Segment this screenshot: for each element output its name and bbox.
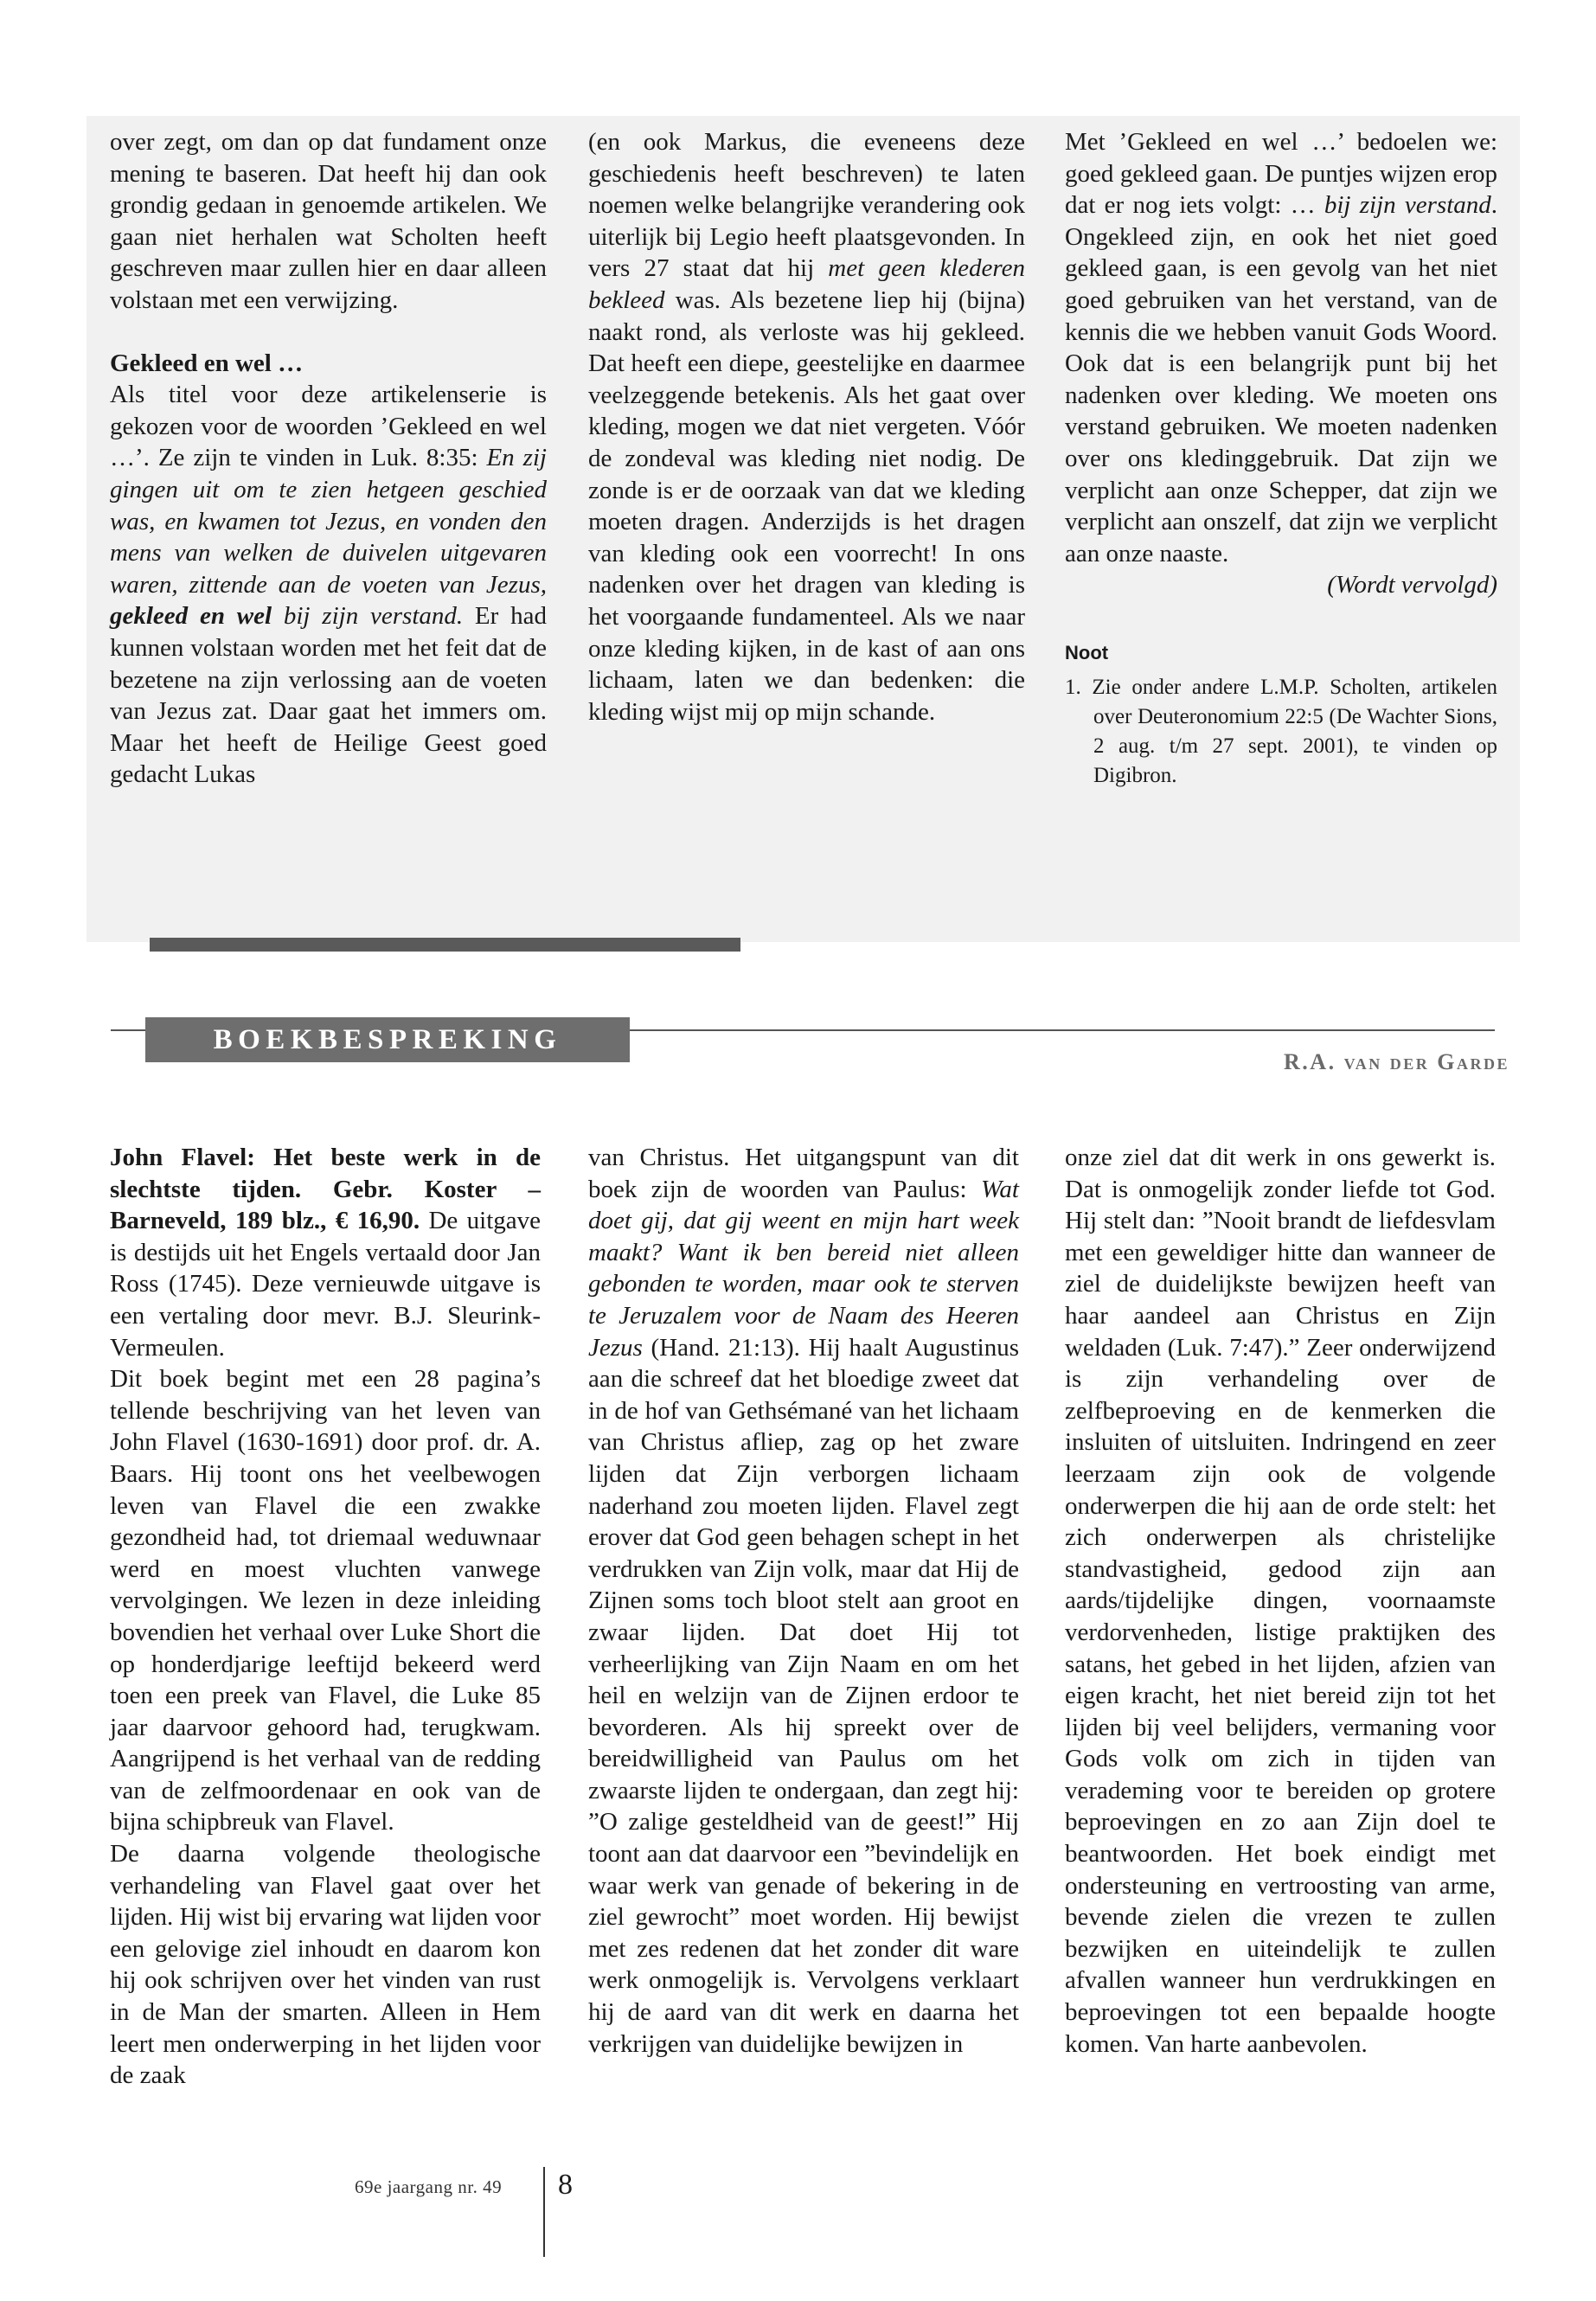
article-column-1 — [110, 126, 547, 791]
section-title: BOEKBESPREKING — [145, 1017, 630, 1062]
article-paragraph: Als titel voor deze artikelenserie is gekozen voor de woorden ’Gekleed en wel …’. Ze zijn te vinden in Luk. 8:35: En zij gingen uit om te zien hetgeen geschied was, en kwamen tot Jezus, en vonden den mens van welken de duivelen uitgevaren waren, zittende aan de voeten van Jezus, gekleed en wel bij zijn verstand. Er had kunnen volstaan worden met het feit dat de bezetene na zijn verlossing aan de voeten van Jezus zat. Daar gaat het immers om. Maar het heeft de Heilige Geest goed gedacht Lukas — [110, 381, 547, 789]
article-column-2 — [588, 126, 1025, 727]
article-paragraph: over zegt, om dan op dat fundament onze mening te baseren. Dat heeft hij dan ook grondig gedaan in genoemde artikelen. We gaan niet herhalen wat Scholten heeft geschreven maar zullen hier en daar alleen volstaan met een verwijzing. — [110, 128, 547, 314]
note-heading: Noot — [1065, 641, 1109, 663]
footnote: 1. Zie onder andere L.M.P. Scholten, artikelen over Deuteronomium 22:5 (De Wachter Sions, 2 aug. t/m 27 sept. 2001), te vinden op Digibron. — [1065, 675, 1497, 787]
footer-divider — [543, 2167, 545, 2257]
article-subheading: Gekleed en wel … — [110, 349, 304, 377]
review-paragraph: onze ziel dat dit werk in ons gewerkt is. Dat is onmogelijk zonder liefde tot God. Hij stelt dan: ”Nooit brandt de liefdesvlam met een geweldiger hitte dan wanneer de ziel de duidelijkste bewijzen heeft van haar aandeel aan Christus en Zijn weldaden (Luk. 7:47).” Zeer onderwijzend is zijn verhandeling over de zelfbeproeving en de kenmerken die insluiten of uitsluiten. Indringend en zeer leerzaam zijn ook de volgende onderwerpen die hij aan de orde stelt: het zich onderwerpen als christelijke standvastigheid, gedood zijn aan aards/tijdelijke dingen, voornaamste verdorvenheden, listige praktijken des satans, het gebed in het lijden, afzien van eigen kracht, het niet bereid zijn tot het lijden bij veel belijders, vermaning voor Gods volk om zich in tijden van verademing voor te bereiden op grotere beproevingen en zo aan Zijn doel te beantwoorden. Het boek eindigt met ondersteuning en vertroosting van arme, bevende zielen die vrezen te zullen bezwijken en uiteindelijk te zullen afvallen wanneer hun verdrukkingen en beproevingen tot een bepaalde hoogte komen. Van harte aanbevolen. — [1065, 1144, 1496, 2058]
article-column-3 — [1065, 126, 1497, 791]
book-info: John Flavel: Het beste werk in de slechtste tijden. Gebr. Koster – Barneveld, 189 blz., € 16,90. — [110, 1144, 541, 1235]
issue-info: 69e jaargang nr. 49 — [355, 2176, 503, 2197]
to-be-continued: (Wordt vervolgd) — [1327, 571, 1497, 599]
section-author: R.A. van der Garde — [1284, 1049, 1509, 1074]
review-column-1 — [110, 1142, 541, 2092]
page-number: 8 — [558, 2169, 573, 2201]
review-column-2 — [588, 1142, 1019, 2060]
article-paragraph: Met ’Gekleed en wel …’ bedoelen we: goed gekleed gaan. De puntjes wijzen erop dat er nog iets volgt: … bij zijn verstand. Ongekleed zijn, en ook het niet goed gekleed gaan, is een gevolg van het niet goed gebruiken van het verstand, van de kennis die we hebben vanuit Gods Woord. Ook dat is een belangrijk punt bij het nadenken over kleding. We moeten ons verstand gebruiken. We moeten nadenken over ons kledinggebruik. Dat zijn we verplicht aan onze Schepper, dat zijn we verplicht aan onszelf, dat zijn we verplicht aan onze naaste. — [1065, 128, 1497, 567]
article-paragraph: (en ook Markus, die eveneens deze geschiedenis heeft beschreven) te laten noemen welke belangrijke verandering ook uiterlijk bij Legio heeft plaatsgevonden. In vers 27 staat dat hij met geen klederen bekleed was. Als bezetene liep hij (bijna) naakt rond, als verloste was hij gekleed. Dat heeft een diepe, geestelijke en daarmee veelzeggende betekenis. Als het gaat over kleding, mogen we dat niet vergeten. Vóór de zondeval was kleding niet nodig. De zonde is er de oorzaak van dat we kleding moeten dragen. Anderzijds is het dragen van kleding ook een voorrecht! In ons nadenken over het dragen van kleding is het voorgaande fundamenteel. Als we naar onze kleding kijken, in de kast of aan ons lichaam, laten we dan bedenken: die kleding wijst mij op mijn schande. — [588, 128, 1025, 726]
review-paragraph: John Flavel: Het beste werk in de slechtste tijden. Gebr. Koster – Barneveld, 189 blz., € 16,90. De uitgave is destijds uit het Engels vertaald door Jan Ross (1745). Deze vernieuwde uitgave is een vertaling door mevr. B.J. Sleurink-Vermeulen. — [110, 1144, 541, 1362]
review-paragraph: Dit boek begint met een 28 pagina’s tellende beschrijving van het leven van John Flavel (1630-1691) door prof. dr. A. Baars. Hij toont ons het veelbewogen leven van Flavel die een zwakke gezondheid had, tot driemaal weduwnaar werd en moest vluchten vanwege vervolgingen. We lezen in deze inleiding bovendien het verhaal over Luke Short die op honderdjarige leeftijd bekeerd werd toen een preek van Flavel, die Luke 85 jaar daarvoor gehoord had, terugkwam. Aangrijpend is het verhaal van de redding van de zelfmoordenaar en ook van de bijna schipbreuk van Flavel. — [110, 1365, 541, 1836]
review-paragraph: van Christus. Het uitgangspunt van dit boek zijn de woorden van Paulus: Wat doet gij, dat gij weent en mijn hart week maakt? Want ik ben bereid niet alleen gebonden te worden, maar ook te sterven te Jeruzalem voor de Naam des Heeren Jezus (Hand. 21:13). Hij haalt Augustinus aan die schreef dat het bloedige zweet dat in de hof van Gethsémané van het lichaam van Christus afliep, zag op het zware lijden dat Zijn verborgen lichaam naderhand zou moeten lijden. Flavel zegt erover dat God geen behagen schept in het verdrukken van Zijn volk, maar dat Hij de Zijnen soms toch bloot stelt aan groot en zwaar lijden. Dat doet Hij tot verheerlijking van Zijn Naam en om het heil en welzijn van de Zijnen erdoor te bevorderen. Als hij spreekt over de bereidwilligheid van Paulus om het zwaarste lijden te ondergaan, dan zegt hij: ”O zalige gesteldheid van de geest!” Hij toont aan dat daarvoor een ”bevindelijk en waar werk van genade of bekering in de ziel gewrocht” moet worden. Hij bewijst met zes redenen dat het zonder dit ware werk onmogelijk is. Vervolgens verklaart hij de aard van dit werk en daarna het verkrijgen van duidelijke bewijzen in — [588, 1144, 1019, 2058]
panel-accent-bar — [150, 938, 740, 952]
review-paragraph: De daarna volgende theologische verhandeling van Flavel gaat over het lijden. Hij wist bij ervaring wat lijden voor een gelovige ziel inhoudt en daarom kon hij ook schrijven over het vinden van rust in de Man der smarten. Alleen in Hem leert men onderwerping in het lijden voor de zaak — [110, 1840, 541, 2090]
review-column-3 — [1065, 1142, 1496, 2060]
